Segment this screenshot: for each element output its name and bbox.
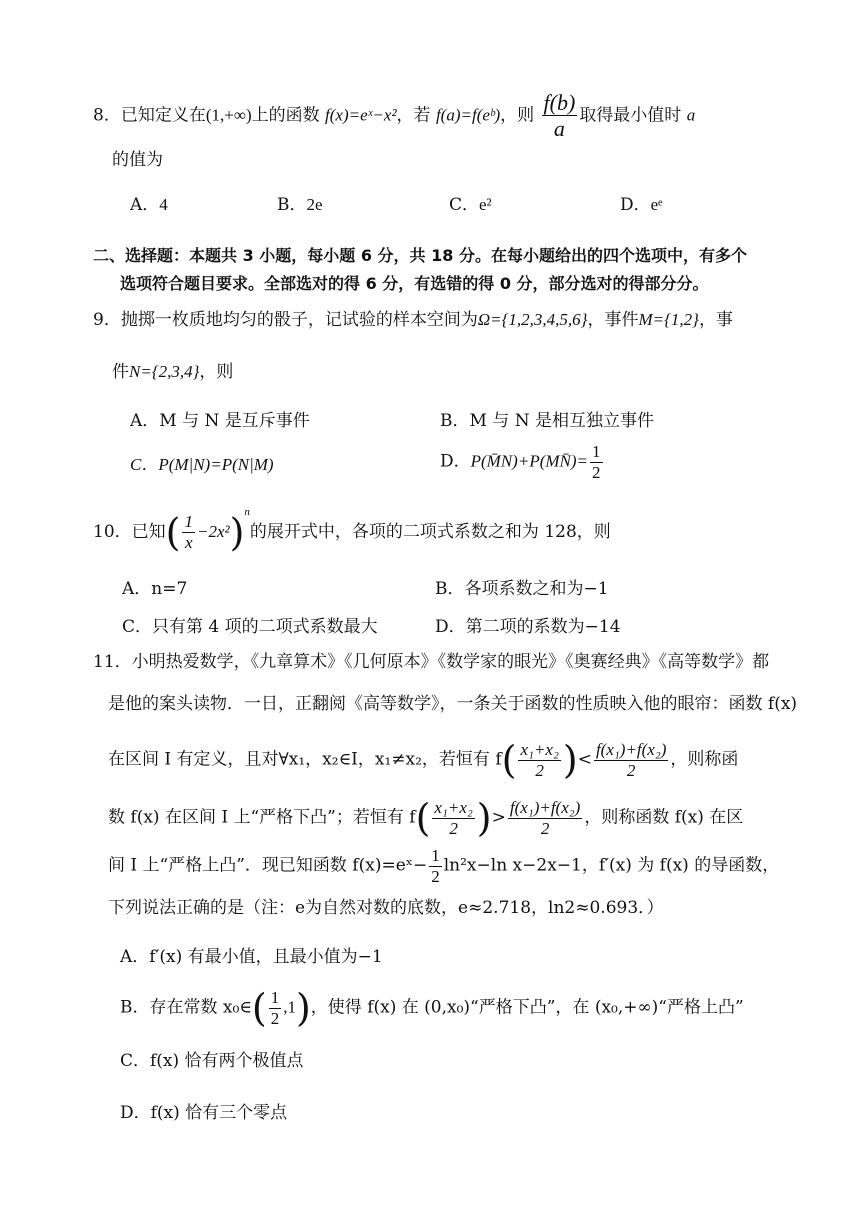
q11-stem-line4: 数 f(x) 在区间 I 上“严格下凸”；若恒有 f( $\frac{\text{x₁+x₂}}{2}$ )> $\frac{\text{f(x₁)+f(x₂)}}{2}$ ，则称函数 f(x) 在区 — [108, 796, 744, 841]
fraction: $\frac{\text{f(x₁)+f(x₂)}}{2}$ — [595, 740, 667, 780]
q8-option-a: A．4 — [130, 195, 168, 215]
question-number: 8． — [93, 105, 121, 126]
q8-option-c: C．e² — [449, 195, 492, 215]
fraction: $\frac{1}{2}$ — [270, 988, 280, 1028]
q9-option-a: A．M 与 N 是互斥事件 — [130, 411, 310, 431]
q11-stem-line1: 11．小明热爱数学，《九章算术》《几何原本》《数学家的眼光》《奥赛经典》《高等数学》都 — [93, 652, 770, 672]
q10-option-c: C．只有第 4 项的二项式系数最大 — [122, 617, 378, 637]
q10-option-d: D．第二项的系数为−14 — [435, 617, 621, 637]
q11-option-c: C．f(x) 恰有两个极值点 — [120, 1051, 304, 1071]
q10-stem: 10．已知( $\frac{1}{x}$ −2x²)$^n$的展开式中，各项的二项式系数之和为 128，则 — [93, 506, 611, 555]
q8-option-b: B．2e — [277, 195, 323, 215]
section-header-line1: 二、选择题：本题共 3 小题，每小题 6 分，共 18 分。在每小题给出的四个选项中，有多个 — [93, 246, 747, 265]
fraction: $\frac{1}{x}$ — [184, 512, 193, 552]
q11-stem-line5: 间 I 上“严格上凸”．现已知函数 f(x)=eˣ− $\frac{1}{2}$ ln²x−ln x−2x−1，f′(x) 为 f(x) 的导函数， — [108, 846, 780, 886]
q8-option-d: D．eᵉ — [620, 195, 663, 215]
question-number: 10． — [93, 522, 132, 542]
fraction: $\frac{1}{2}$ — [592, 442, 601, 482]
question-number: 11． — [93, 652, 132, 672]
q9-option-d: D．P(M̄N)+P(MN̄)= $\frac{1}{2}$ — [440, 442, 601, 482]
q11-stem-line6: 下列说法正确的是（注：e为自然对数的底数，e≈2.718，ln2≈0.693．） — [108, 898, 664, 918]
q9-stem-line1: 9．抛掷一枚质地均匀的骰子，记试验的样本空间为Ω={1,2,3,4,5,6}，事件M={1,2}，事 — [93, 310, 733, 330]
q9-option-c: C．P(M|N)=P(N|M) — [130, 455, 274, 474]
q11-stem-line3: 在区间 I 有定义，且对∀x₁，x₂∈I，x₁≠x₂，若恒有 f( $\frac{\text{x₁+x₂}}{2}$ )< $\frac{\text{f(x₁)+f(x₂)}}{2}$ ，则称函 — [108, 738, 739, 783]
q10-option-b: B．各项系数之和为−1 — [435, 579, 609, 599]
fraction: $\frac{\text{x₁+x₂}}{2}$ — [434, 798, 473, 838]
q10-option-a: A．n=7 — [122, 579, 188, 599]
q8-stem-line1: 8．已知定义在(1,+∞)上的函数 f(x)=eˣ−x²，若 f(a)=f(eᵇ)，则 $\frac{f(b)}{a}$ 取得最小值时 a — [93, 90, 696, 142]
q9-option-b: B．M 与 N 是相互独立事件 — [440, 411, 654, 431]
q11-stem-line2: 是他的案头读物．一日，正翻阅《高等数学》，一条关于函数的性质映入他的眼帘：函数 f(x) — [108, 694, 798, 714]
q8-stem-line2: 的值为 — [112, 150, 163, 170]
section-header-line2: 选项符合题目要求。全部选对的得 6 分，有选错的得 0 分，部分选对的得部分分。 — [120, 274, 709, 293]
q11-option-a: A．f′(x) 有最小值，且最小值为−1 — [120, 947, 383, 967]
fraction: $\frac{\text{f(x₁)+f(x₂)}}{2}$ — [509, 798, 581, 838]
q11-option-b: B．存在常数 x₀∈( $\frac{1}{2}$ ,1)，使得 f(x) 在 (0,x₀)“严格下凸”，在 (x₀,+∞)“严格上凸” — [120, 986, 744, 1031]
fraction: $\frac{1}{2}$ — [431, 846, 440, 886]
question-number: 9． — [93, 310, 121, 330]
fraction: $\frac{\text{x₁+x₂}}{2}$ — [520, 740, 559, 780]
q9-stem-line2: 件N={2,3,4}，则 — [112, 362, 234, 382]
fraction: $\frac{f(b)}{a}$ — [543, 90, 576, 142]
q11-option-d: D．f(x) 恰有三个零点 — [120, 1103, 288, 1123]
